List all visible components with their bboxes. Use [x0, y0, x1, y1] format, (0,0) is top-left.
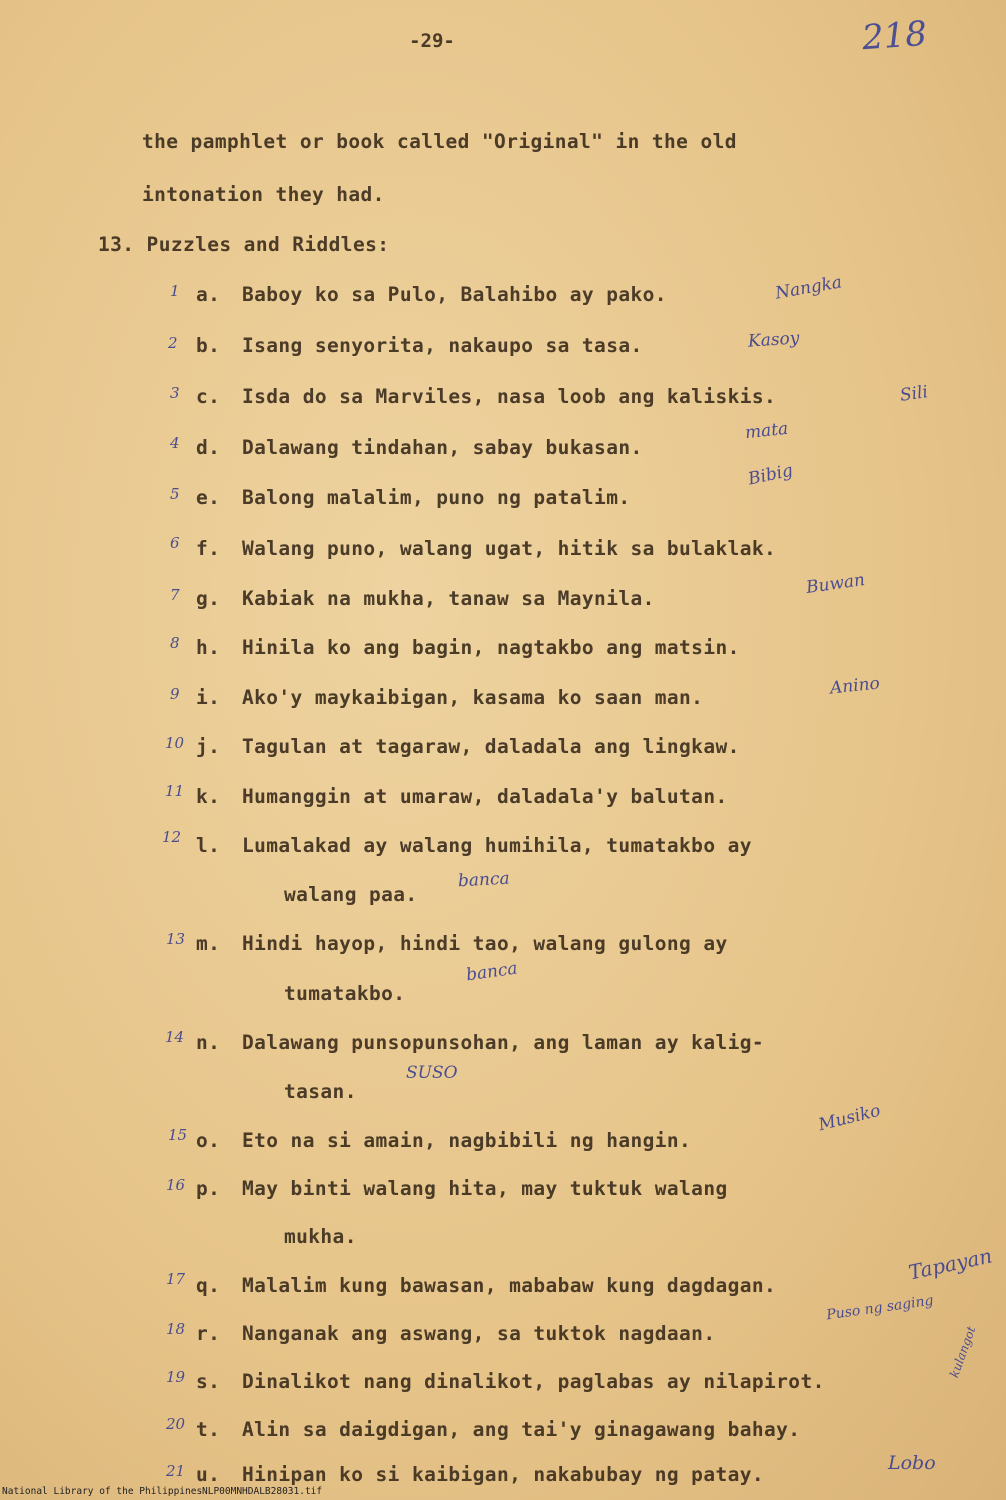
riddle-mark: 14	[165, 1028, 185, 1046]
riddle-answer: Kasoy	[747, 328, 801, 352]
riddle-text: Eto na si amain, nagbibili ng hangin.	[242, 1129, 692, 1152]
riddle-answer: Sili	[898, 382, 930, 406]
riddle-answer: Tapayan	[906, 1243, 995, 1285]
riddle-answer: Musiko	[816, 1100, 883, 1136]
riddle-mark: 4	[170, 434, 180, 452]
riddle-letter: i.	[196, 686, 221, 709]
riddle-letter: r.	[196, 1322, 221, 1345]
riddle-letter: d.	[196, 436, 221, 459]
riddle-text: Hindi hayop, hindi tao, walang gulong ay	[242, 932, 728, 955]
riddle-letter: n.	[196, 1031, 221, 1054]
riddle-mark: 18	[166, 1320, 186, 1338]
riddle-answer: Puso ng saging	[825, 1292, 935, 1324]
riddle-text: May binti walang hita, may tuktuk walang	[242, 1177, 728, 1200]
riddle-letter: k.	[196, 785, 221, 808]
riddle-letter: m.	[196, 932, 221, 955]
riddle-answer: Nangka	[773, 272, 844, 304]
riddle-answer: Bibig	[746, 460, 795, 490]
riddle-text: Dinalikot nang dinalikot, paglabas ay nilapirot.	[242, 1370, 825, 1393]
footer-filename: NLP00MNHDALB28031.tif	[202, 1486, 323, 1497]
riddle-mark: 11	[165, 782, 185, 800]
riddle-answer: Anino	[829, 673, 881, 699]
riddle-letter: g.	[196, 587, 221, 610]
riddle-text: Hinipan ko si kaibigan, nakabubay ng patay.	[242, 1463, 765, 1486]
riddle-letter: j.	[196, 735, 221, 758]
riddle-text: Malalim kung bawasan, mababaw kung dagdagan.	[242, 1274, 777, 1297]
riddle-letter: e.	[196, 486, 221, 509]
riddle-mark: 20	[166, 1415, 186, 1433]
riddle-mark: 13	[166, 930, 186, 948]
footer-library-credit: National Library of the Philippines	[2, 1486, 203, 1497]
riddle-answer: mata	[744, 418, 790, 444]
riddle-letter: o.	[196, 1129, 221, 1152]
riddle-answer: SUSO	[406, 1063, 458, 1083]
riddle-mark: 15	[168, 1126, 188, 1144]
riddle-text: Lumalakad ay walang humihila, tumatakbo ay	[242, 834, 752, 857]
riddle-mark: 16	[166, 1176, 186, 1194]
riddle-mark: 8	[170, 634, 180, 652]
riddle-mark: 2	[168, 334, 178, 352]
riddle-letter: l.	[196, 834, 221, 857]
riddle-text: Hinila ko ang bagin, nagtakbo ang matsin.	[242, 636, 740, 659]
riddle-letter: a.	[196, 283, 221, 306]
riddle-text: Balong malalim, puno ng patalim.	[242, 486, 631, 509]
riddle-letter: p.	[196, 1177, 221, 1200]
riddle-text-continued: walang paa.	[284, 883, 418, 906]
riddle-letter: u.	[196, 1463, 221, 1486]
riddle-mark: 9	[170, 685, 180, 703]
page-number: -29-	[409, 30, 455, 52]
riddle-answer: kulangot	[947, 1324, 979, 1380]
riddle-mark: 5	[170, 485, 180, 503]
riddle-letter: h.	[196, 636, 221, 659]
riddle-text-continued: tumatakbo.	[284, 982, 406, 1005]
riddle-letter: f.	[196, 537, 221, 560]
intro-line: the pamphlet or book called "Original" in the old	[142, 130, 737, 153]
riddle-answer: banca	[464, 958, 519, 986]
riddle-text: Kabiak na mukha, tanaw sa Maynila.	[242, 587, 655, 610]
riddle-mark: 1	[170, 282, 180, 300]
riddle-text: Walang puno, walang ugat, hitik sa bulaklak.	[242, 537, 777, 560]
riddle-mark: 19	[166, 1368, 186, 1386]
riddle-text: Dalawang punsopunsohan, ang laman ay kalig-	[242, 1031, 765, 1054]
riddle-text: Dalawang tindahan, sabay bukasan.	[242, 436, 643, 459]
riddle-answer: banca	[457, 868, 511, 892]
riddle-letter: t.	[196, 1418, 221, 1441]
intro-line: intonation they had.	[142, 183, 385, 206]
riddle-text: Isang senyorita, nakaupo sa tasa.	[242, 334, 643, 357]
riddle-text-continued: tasan.	[284, 1080, 357, 1103]
riddle-text: Nanganak ang aswang, sa tuktok nagdaan.	[242, 1322, 716, 1345]
riddle-answer: Lobo	[888, 1452, 936, 1474]
riddle-text: Isda do sa Marviles, nasa loob ang kaliskis.	[242, 385, 777, 408]
riddle-mark: 3	[170, 384, 180, 402]
riddle-text: Ako'y maykaibigan, kasama ko saan man.	[242, 686, 704, 709]
riddle-mark: 12	[162, 828, 182, 846]
riddle-letter: b.	[196, 334, 221, 357]
riddle-text-continued: mukha.	[284, 1225, 357, 1248]
riddle-text: Baboy ko sa Pulo, Balahibo ay pako.	[242, 283, 667, 306]
riddle-text: Tagulan at tagaraw, daladala ang lingkaw.	[242, 735, 740, 758]
riddle-mark: 21	[166, 1462, 186, 1480]
riddle-mark: 10	[165, 734, 185, 752]
riddle-text: Alin sa daigdigan, ang tai'y ginagawang bahay.	[242, 1418, 801, 1441]
archive-number: 218	[860, 13, 929, 59]
section-heading: 13. Puzzles and Riddles:	[98, 233, 390, 256]
riddle-letter: c.	[196, 385, 221, 408]
riddle-letter: s.	[196, 1370, 221, 1393]
riddle-answer: Buwan	[804, 569, 867, 599]
riddle-mark: 17	[166, 1270, 186, 1288]
riddle-mark: 7	[170, 586, 180, 604]
riddle-letter: q.	[196, 1274, 221, 1297]
riddle-text: Humanggin at umaraw, daladala'y balutan.	[242, 785, 728, 808]
riddle-mark: 6	[170, 534, 180, 552]
